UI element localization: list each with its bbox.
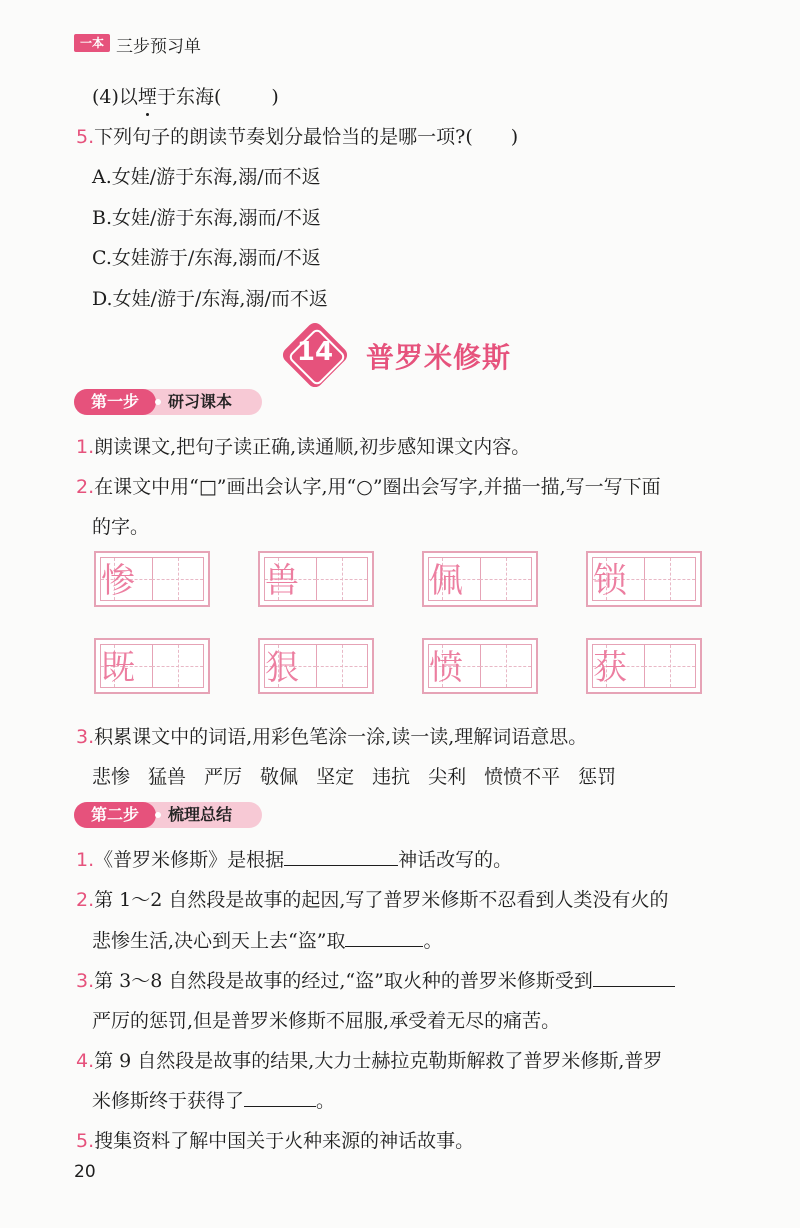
- step1-item-2: [76, 472, 661, 499]
- step1-dot: [155, 399, 161, 405]
- step2-item-2-line2-before: 悲惨生活,决心到天上去“盗”取: [92, 930, 346, 952]
- step1-name: 研习课本: [168, 392, 233, 411]
- practice-char: 狠: [265, 648, 299, 688]
- char-box: [586, 551, 702, 607]
- vocab-item: 尖利: [428, 766, 467, 788]
- step2-item-2: [76, 885, 668, 912]
- vocab-item: 惩罚: [578, 766, 617, 788]
- char-box: [258, 638, 374, 694]
- q4-prefix: (4)以: [92, 86, 138, 108]
- vocab-item: 坚定: [316, 766, 355, 788]
- vocab-item: 猛兽: [148, 766, 187, 788]
- step2-item-2-line2: [92, 926, 442, 953]
- char-box: [586, 638, 702, 694]
- q4-close: ): [271, 86, 279, 108]
- step2-item-3-number: 3.: [76, 970, 95, 992]
- step1-item-3-text: 积累课文中的词语,用彩色笔涂一涂,读一读,理解词语意思。: [94, 726, 588, 748]
- step2-item-2-number: 2.: [76, 889, 95, 911]
- answer-blank[interactable]: [593, 968, 675, 987]
- step2-item-5: [76, 1126, 474, 1153]
- answer-blank[interactable]: [244, 1088, 316, 1107]
- step2-item-1: [76, 845, 512, 872]
- answer-blank[interactable]: [345, 928, 423, 947]
- step2-item-1-before: 《普罗米修斯》是根据: [94, 849, 285, 871]
- step2-item-3: [76, 966, 675, 993]
- practice-char: 兽: [265, 561, 299, 601]
- char-box: [94, 551, 210, 607]
- practice-char: 愤: [429, 648, 463, 688]
- vocab-list: [92, 762, 616, 789]
- step2-item-4-line2-after: 。: [316, 1090, 336, 1112]
- lesson-title: 普罗米修斯: [366, 341, 512, 374]
- step2-item-2-line1: 第 1～2 自然段是故事的起因,写了普罗米修斯不忍看到人类没有火的: [94, 889, 669, 911]
- vocab-item: 违抗: [372, 766, 411, 788]
- step2-dot: [155, 812, 161, 818]
- step2-item-4-line2-before: 米修斯终于获得了: [92, 1090, 245, 1112]
- practice-char: 锁: [593, 561, 627, 601]
- step2-name: 梳理总结: [168, 805, 233, 824]
- step2-item-4: [76, 1046, 662, 1073]
- practice-char: 既: [101, 648, 135, 688]
- step1-label: 第一步: [74, 389, 156, 415]
- vocab-item: 敬佩: [260, 766, 299, 788]
- step2-item-1-number: 1.: [76, 849, 95, 871]
- step1-item-2-line2: 的字。: [92, 516, 150, 538]
- step1-item-3-number: 3.: [76, 726, 95, 748]
- char-box: [422, 638, 538, 694]
- question-5-line: [76, 122, 518, 149]
- header-title: 三步预习单: [116, 37, 201, 57]
- vocab-item: 愤愤不平: [484, 766, 561, 788]
- vocab-item: 悲惨: [92, 766, 131, 788]
- practice-char: 惨: [101, 561, 135, 601]
- step2-item-3-line2: 严厉的惩罚,但是普罗米修斯不屈服,承受着无尽的痛苦。: [92, 1010, 561, 1032]
- step2-item-4-line2: [92, 1086, 335, 1113]
- q5-close: ): [510, 126, 519, 148]
- step2-item-2-line2-after: 。: [423, 930, 443, 952]
- practice-char: 佩: [429, 561, 463, 601]
- char-box: [422, 551, 538, 607]
- vocab-item: 严厉: [204, 766, 243, 788]
- step2-item-1-after: 神话改写的。: [398, 849, 513, 871]
- step1-item-1-text: 朗读课文,把句子读正确,读通顺,初步感知课文内容。: [94, 436, 531, 458]
- lesson-number: 14: [296, 337, 334, 367]
- q4-dotted-char: 堙: [138, 82, 157, 109]
- step1-item-1-number: 1.: [76, 436, 95, 458]
- char-box: [94, 638, 210, 694]
- step1-item-3: [76, 722, 587, 749]
- q5-option-c: C.女娃游于/东海,溺而/不返: [92, 247, 321, 269]
- step2-item-3-line1: 第 3～8 自然段是故事的经过,“盗”取火种的普罗米修斯受到: [94, 970, 593, 992]
- practice-char: 获: [593, 648, 627, 688]
- char-box: [258, 551, 374, 607]
- step2-item-4-line1: 第 9 自然段是故事的结果,大力士赫拉克勒斯解救了普罗米修斯,普罗: [94, 1050, 663, 1072]
- step2-item-5-text: 搜集资料了解中国关于火种来源的神话故事。: [94, 1130, 475, 1152]
- page-number: 20: [74, 1162, 96, 1182]
- step2-item-4-number: 4.: [76, 1050, 95, 1072]
- series-badge: 一本: [74, 34, 110, 52]
- answer-blank[interactable]: [284, 847, 398, 866]
- question-4-line: [92, 82, 279, 109]
- q5-number: 5.: [76, 126, 95, 148]
- step1-item-2-line1: 在课文中用“□”画出会认字,用“○”圈出会写字,并描一描,写一写下面: [94, 476, 661, 498]
- q5-option-b: B.女娃/游于东海,溺而/不返: [92, 207, 321, 229]
- step1-item-1: [76, 432, 530, 459]
- step2-item-5-number: 5.: [76, 1130, 95, 1152]
- q4-rest: 于东海(: [156, 86, 222, 108]
- step2-label: 第二步: [74, 802, 156, 828]
- q5-option-a: A.女娃/游于东海,溺/而不返: [92, 166, 321, 188]
- q5-option-d: D.女娃/游于/东海,溺/而不返: [92, 288, 328, 310]
- step1-item-2-number: 2.: [76, 476, 95, 498]
- q5-text: 下列句子的朗读节奏划分最恰当的是哪一项?(: [94, 126, 473, 148]
